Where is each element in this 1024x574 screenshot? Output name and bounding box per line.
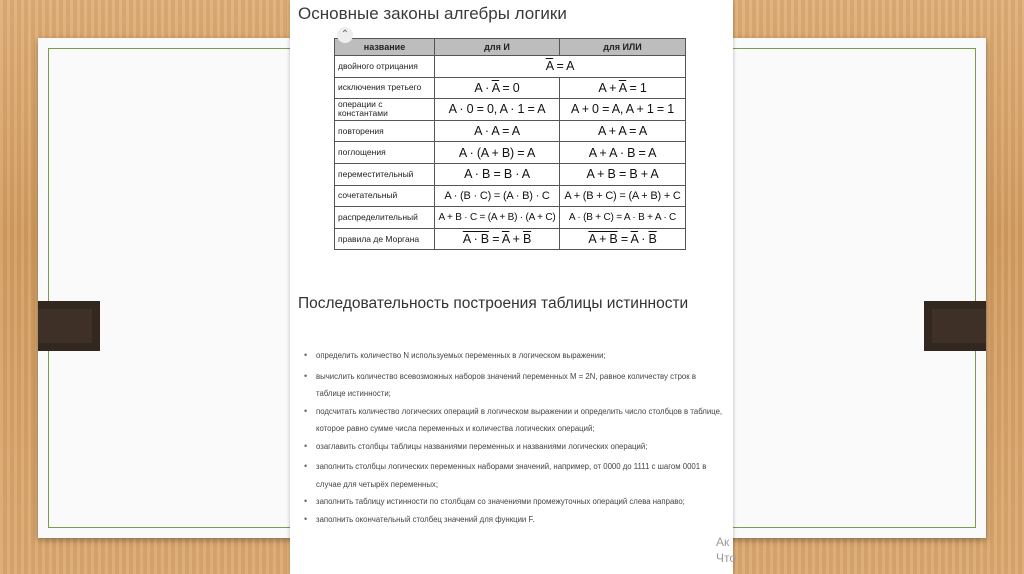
law-name: операции с константами — [335, 99, 435, 121]
formula-part: = 0 — [499, 80, 520, 95]
header-and: для И — [435, 39, 560, 56]
formula-part: A · (B + C) = A · B + A · C — [568, 211, 677, 223]
formula-part: $\overline{A}$ — [618, 80, 627, 95]
law-formula-and — [435, 99, 560, 121]
law-formula-and — [435, 185, 560, 207]
law-formula-and — [435, 163, 560, 185]
formula-part: · — [638, 232, 649, 247]
formula-part: A + A · B = A — [588, 145, 657, 160]
law-formula-merged — [435, 56, 686, 78]
table-row — [335, 163, 686, 185]
formula-part: A · B — [462, 232, 489, 247]
list-item: • заполнить окончательный столбец значений для функции F. — [304, 511, 724, 529]
table-header-row — [335, 39, 686, 56]
law-formula-or — [560, 207, 686, 229]
table-row — [335, 142, 686, 164]
list-item: • вычислить количество всевозможных наборов значений переменных M = 2N, равное количеству строк в таблице истинности; — [304, 368, 724, 403]
law-name: переместительный — [335, 163, 435, 185]
law-name: повторения — [335, 120, 435, 142]
header-name: название — [335, 39, 435, 56]
logic-laws-table — [334, 38, 686, 250]
law-formula-and — [435, 120, 560, 142]
watermark-line-1: Ак — [716, 535, 730, 549]
watermark-line-2: Что — [716, 551, 737, 565]
law-formula-and — [435, 207, 560, 229]
list-item: • заполнить столбцы логических переменных наборами значений, например, от 0000 до 1111 с шагом 0001 в случае для четырёх переменных; — [304, 458, 724, 493]
document-page — [290, 0, 733, 574]
list-item: • озаглавить столбцы таблицы названиями переменных и названиями логических операций; — [304, 438, 724, 456]
list-item: • определить количество N используемых переменных в логическом выражении; — [304, 347, 724, 365]
list-item: • подсчитать количество логических операций в логическом выражении и определить число столбцов в таблице, которое равно сумме числа переменных и количества логических операций; — [304, 403, 724, 438]
law-formula-and — [435, 228, 560, 250]
law-name: сочетательный — [335, 185, 435, 207]
law-name: правила де Моргана — [335, 228, 435, 250]
law-name: исключения третьего — [335, 77, 435, 99]
formula-part: $\overline{B}$ — [523, 232, 532, 247]
table-row — [335, 185, 686, 207]
law-formula-or — [560, 185, 686, 207]
page-title: Основные законы алгебры логики — [298, 4, 567, 23]
formula-part: + — [509, 232, 524, 247]
formula-part: A + B · C = (A + B) · (A + C) — [438, 211, 556, 223]
table-row — [335, 228, 686, 250]
table-row — [335, 56, 686, 78]
formula-part: A · B = B · A — [464, 167, 530, 182]
table-row — [335, 120, 686, 142]
formula-part: $\overline{A}$ — [630, 232, 638, 247]
table-row — [335, 207, 686, 229]
left-binder-clip — [38, 301, 100, 351]
formula-part: A + B = B + A — [586, 167, 659, 182]
formula-part: = 1 — [626, 80, 647, 95]
table-row — [335, 99, 686, 121]
law-name: двойного отрицания — [335, 56, 435, 78]
law-formula-or — [560, 120, 686, 142]
formula-part: A · A = A — [474, 124, 520, 139]
formula-part: $\overline{A}$ — [501, 232, 510, 247]
section-title: Последовательность построения таблицы истинности — [298, 295, 689, 312]
law-name: поглощения — [335, 142, 435, 164]
list-item: • заполнить таблицу истинности по столбцам со значениями промежуточных операций слева направо; — [304, 493, 724, 511]
formula-part: A + A = A — [598, 124, 647, 139]
law-name: распределительный — [335, 207, 435, 229]
law-formula-or — [560, 163, 686, 185]
law-formula-or — [560, 99, 686, 121]
formula-part: A · 0 = 0, A · 1 = A — [448, 102, 546, 117]
formula-part: = — [617, 232, 631, 247]
header-or: для ИЛИ — [560, 39, 686, 56]
law-formula-or — [560, 228, 686, 250]
formula-part: $\overline{B}$ — [648, 232, 657, 247]
formula-part: A · — [474, 80, 492, 95]
formula-part: A + B — [588, 232, 618, 247]
steps-list — [304, 347, 724, 528]
formula-part: A + (B + C) = (A + B) + C — [564, 189, 681, 202]
table-row — [335, 77, 686, 99]
chevron-up-icon[interactable]: ⌃ — [337, 27, 353, 43]
formula-part: = A — [553, 59, 575, 74]
formula-part: $\overline{A}$ — [491, 80, 500, 95]
activation-watermark — [716, 534, 736, 566]
formula-part: A + 0 = A, A + 1 = 1 — [570, 102, 675, 117]
formula-part: A · (A + B) = A — [458, 145, 536, 160]
formula-part: = — [488, 232, 502, 247]
formula-part: A · (B · C) = (A · B) · C — [444, 189, 550, 202]
law-formula-or — [560, 77, 686, 99]
law-formula-or — [560, 142, 686, 164]
formula-part: $\overline{A}$ — [545, 59, 554, 74]
law-formula-and — [435, 142, 560, 164]
formula-part: A + — [598, 80, 619, 95]
law-formula-and — [435, 77, 560, 99]
right-binder-clip — [924, 301, 986, 351]
